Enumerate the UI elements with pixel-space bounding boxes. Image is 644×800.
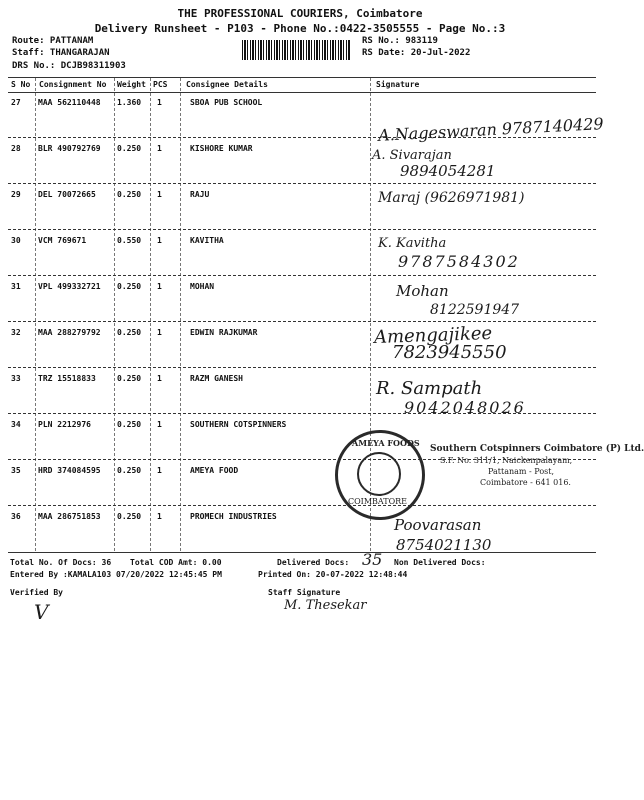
cell-sno: 36 — [11, 512, 21, 521]
cell-sno: 35 — [11, 466, 21, 475]
cell-weight: 0.250 — [117, 512, 142, 521]
col-header-pcs: PCS — [153, 80, 168, 89]
ameya-foods-stamp-logo — [357, 452, 401, 496]
signature-row-33-phone: 9042048026 — [404, 398, 526, 417]
cell-sno: 31 — [11, 282, 21, 291]
cell-pcs: 1 — [157, 512, 162, 521]
entered-by: Entered By :KAMALA103 07/20/2022 12:45:45 PM — [10, 570, 222, 579]
signature-row-31-phone: 8122591947 — [430, 302, 520, 318]
cell-weight: 0.250 — [117, 374, 142, 383]
cell-sno: 33 — [11, 374, 21, 383]
staff-label: Staff: THANGARAJAN — [12, 48, 110, 58]
col-divider — [114, 78, 115, 551]
southern-stamp-line3: Pattanam - Post, — [488, 467, 555, 476]
cell-consignee: EDWIN RAJKUMAR — [190, 328, 258, 337]
cell-weight: 0.250 — [117, 420, 142, 429]
printed-on: Printed On: 20-07-2022 12:48:44 — [258, 570, 408, 579]
row-separator — [8, 505, 596, 506]
signature-row-27: A.Nageswaran 9787140429 — [377, 114, 605, 145]
cell-pcs: 1 — [157, 98, 162, 107]
col-header-signature: Signature — [376, 80, 420, 89]
col-divider — [35, 78, 36, 551]
cell-pcs: 1 — [157, 466, 162, 475]
cell-weight: 0.250 — [117, 190, 142, 199]
cell-consignment-no: BLR 490792769 — [38, 144, 101, 153]
col-header-sno: S No — [11, 80, 31, 89]
drs-number: DRS No.: DCJB98311903 — [12, 61, 126, 71]
cell-consignment-no: VCM 769671 — [38, 236, 87, 245]
cell-weight: 0.250 — [117, 466, 142, 475]
cell-weight: 0.250 — [117, 282, 142, 291]
cell-consignment-no: MAA 288279792 — [38, 328, 101, 337]
non-delivered-docs-label: Non Delivered Docs: — [394, 558, 486, 567]
cell-consignee: RAJU — [190, 190, 210, 199]
signature-row-28-name: A. Sivarajan — [372, 148, 452, 163]
col-header-weight: Weight — [117, 80, 146, 89]
barcode — [242, 40, 350, 60]
row-separator — [8, 367, 596, 368]
rs-number: RS No.: 983119 — [362, 36, 438, 46]
cell-weight: 0.250 — [117, 144, 142, 153]
runsheet-subtitle: Delivery Runsheet - P103 - Phone No.:0422-3505555 - Page No.:3 — [94, 22, 506, 35]
cell-sno: 27 — [11, 98, 21, 107]
row-separator — [8, 183, 596, 184]
cell-pcs: 1 — [157, 420, 162, 429]
cell-consignee: KISHORE KUMAR — [190, 144, 253, 153]
total-docs: Total No. Of Docs: 36 — [10, 558, 112, 567]
cell-pcs: 1 — [157, 328, 162, 337]
col-header-consignment: Consignment No — [39, 80, 107, 89]
cell-consignment-no: TRZ 15518833 — [38, 374, 96, 383]
verified-by-signature: V — [34, 600, 49, 624]
signature-row-32-phone: 7823945550 — [392, 342, 507, 363]
southern-stamp-line2: S.F. No. 311/1, Naickenpalayam, — [440, 456, 573, 465]
cell-consignee: KAVITHA — [190, 236, 224, 245]
rs-date: RS Date: 20-Jul-2022 — [362, 48, 471, 58]
col-divider — [180, 78, 181, 551]
staff-signature: M. Thesekar — [284, 598, 367, 613]
cell-pcs: 1 — [157, 282, 162, 291]
table-header-rule — [8, 92, 596, 93]
cell-pcs: 1 — [157, 190, 162, 199]
southern-stamp-line1: Southern Cotspinners Coimbatore (P) Ltd. — [430, 444, 644, 454]
col-divider — [150, 78, 151, 551]
cell-consignment-no: MAA 562110448 — [38, 98, 101, 107]
southern-stamp-line4: Coimbatore - 641 016. — [480, 478, 571, 487]
cell-weight: 0.550 — [117, 236, 142, 245]
cell-consignee: AMEYA FOOD — [190, 466, 239, 475]
signature-row-33-name: R. Sampath — [376, 378, 483, 399]
cell-consignee: MOHAN — [190, 282, 215, 291]
cell-consignment-no: HRD 374084595 — [38, 466, 101, 475]
cell-sno: 29 — [11, 190, 21, 199]
cell-sno: 30 — [11, 236, 21, 245]
staff-signature-label: Staff Signature — [268, 588, 341, 597]
delivered-docs-label: Delivered Docs: — [277, 558, 350, 567]
company-title: THE PROFESSIONAL COURIERS, Coimbatore — [177, 7, 423, 20]
cell-consignee: PROMECH INDUSTRIES — [190, 512, 277, 521]
signature-row-30-phone: 9787584302 — [398, 252, 520, 271]
signature-row-36-name: Poovarasan — [394, 516, 482, 534]
cell-pcs: 1 — [157, 144, 162, 153]
cell-pcs: 1 — [157, 374, 162, 383]
cell-consignee: RAZM GANESH — [190, 374, 243, 383]
verified-by-label: Verified By — [10, 588, 63, 597]
cell-consignee: SOUTHERN COTSPINNERS — [190, 420, 287, 429]
row-separator — [8, 275, 596, 276]
cell-pcs: 1 — [157, 236, 162, 245]
row-separator — [8, 229, 596, 230]
signature-row-31-name: Mohan — [396, 282, 449, 300]
signature-row-36-phone: 8754021130 — [396, 536, 492, 554]
ameya-stamp-ring-text: AMEYA FOODS — [352, 438, 420, 448]
table-bottom-rule — [8, 552, 596, 553]
cell-sno: 32 — [11, 328, 21, 337]
cell-consignee: SBOA PUB SCHOOL — [190, 98, 263, 107]
cell-consignment-no: VPL 499332721 — [38, 282, 101, 291]
table-top-rule — [8, 77, 596, 78]
signature-row-32-name: Amengajikee — [373, 322, 493, 349]
route-label: Route: PATTANAM — [12, 36, 94, 46]
cell-weight: 0.250 — [117, 328, 142, 337]
cell-weight: 1.360 — [117, 98, 142, 107]
cell-consignment-no: DEL 70072665 — [38, 190, 96, 199]
col-header-consignee: Consignee Details — [186, 80, 268, 89]
signature-row-30-name: K. Kavitha — [378, 236, 447, 251]
signature-row-28-phone: 9894054281 — [400, 162, 496, 180]
cell-sno: 28 — [11, 144, 21, 153]
row-separator — [8, 321, 596, 322]
delivered-docs-count: 35 — [362, 550, 383, 569]
cell-consignment-no: MAA 286751853 — [38, 512, 101, 521]
cell-consignment-no: PLN 2212976 — [38, 420, 91, 429]
signature-row-29: Maraj (9626971981) — [378, 190, 525, 206]
total-cod: Total COD Amt: 0.00 — [130, 558, 222, 567]
cell-sno: 34 — [11, 420, 21, 429]
ameya-stamp-city: COIMBATORE — [348, 497, 408, 506]
